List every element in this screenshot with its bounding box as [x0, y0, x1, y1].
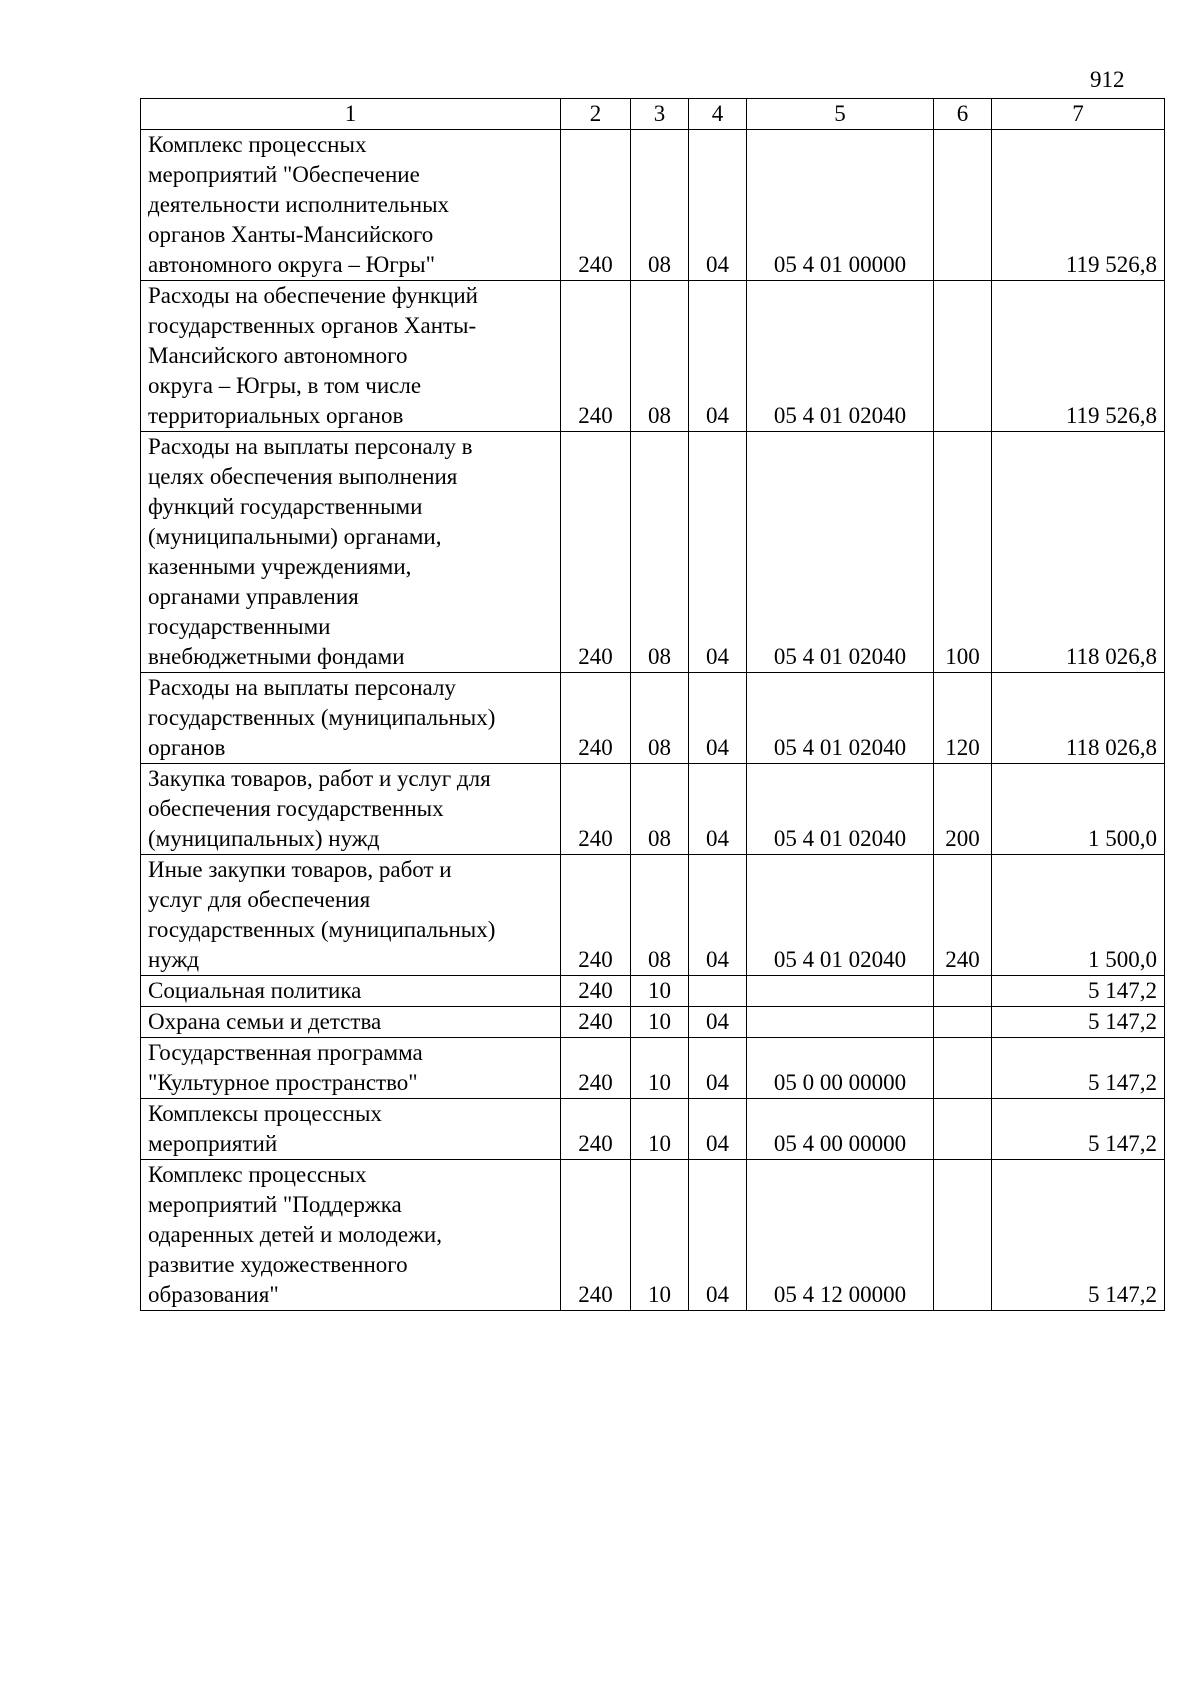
- row-name-line: Охрана семьи и детства: [148, 1009, 382, 1034]
- row-name-line: государственных (муниципальных): [148, 705, 496, 730]
- target-article-cell: [747, 976, 934, 1007]
- table-header-row: [141, 99, 1165, 130]
- target-article-cell: 05 4 12 00000: [747, 1160, 934, 1311]
- column-header: 4: [689, 99, 747, 130]
- expense-type-cell: [934, 1038, 992, 1099]
- admin-code-cell: 240: [561, 432, 631, 673]
- section-code-cell: 08: [631, 432, 689, 673]
- column-header: 2: [561, 99, 631, 130]
- row-name-cell: [141, 855, 561, 976]
- table-row: [141, 130, 1165, 281]
- row-name-line: (муниципальных) нужд: [148, 826, 380, 851]
- row-name-line: Расходы на выплаты персоналу в: [148, 434, 473, 459]
- target-article-cell: 05 0 00 00000: [747, 1038, 934, 1099]
- row-name-line: Расходы на выплаты персоналу: [148, 675, 456, 700]
- row-name-line: органов: [148, 735, 226, 760]
- admin-code-cell: 240: [561, 281, 631, 432]
- row-name-line: автономного округа – Югры": [148, 252, 436, 277]
- row-name-line: одаренных детей и молодежи,: [148, 1222, 442, 1247]
- admin-code-cell: 240: [561, 855, 631, 976]
- table-row: [141, 855, 1165, 976]
- row-name-cell: [141, 130, 561, 281]
- expense-type-cell: [934, 1160, 992, 1311]
- target-article-cell: 05 4 01 02040: [747, 855, 934, 976]
- expense-type-cell: 240: [934, 855, 992, 976]
- row-name-cell: [141, 1099, 561, 1160]
- target-article-cell: 05 4 00 00000: [747, 1099, 934, 1160]
- section-code-cell: 10: [631, 1099, 689, 1160]
- amount-cell: 1 500,0: [992, 855, 1165, 976]
- subsection-code-cell: 04: [689, 432, 747, 673]
- admin-code-cell: 240: [561, 1160, 631, 1311]
- row-name-line: мероприятий "Поддержка: [148, 1192, 402, 1217]
- row-name-line: Иные закупки товаров, работ и: [148, 857, 452, 882]
- subsection-code-cell: 04: [689, 1007, 747, 1038]
- admin-code-cell: 240: [561, 130, 631, 281]
- row-name-line: функций государственными: [148, 494, 423, 519]
- row-name-line: "Культурное пространство": [148, 1070, 418, 1095]
- row-name-cell: [141, 1007, 561, 1038]
- subsection-code-cell: 04: [689, 673, 747, 764]
- row-name-line: Социальная политика: [148, 978, 362, 1003]
- subsection-code-cell: [689, 976, 747, 1007]
- table-row: [141, 432, 1165, 673]
- column-header: 1: [141, 99, 561, 130]
- target-article-cell: 05 4 01 02040: [747, 764, 934, 855]
- row-name-line: (муниципальными) органами,: [148, 524, 442, 549]
- admin-code-cell: 240: [561, 673, 631, 764]
- target-article-cell: 05 4 01 02040: [747, 281, 934, 432]
- amount-cell: 1 500,0: [992, 764, 1165, 855]
- subsection-code-cell: 04: [689, 281, 747, 432]
- row-name-line: Мансийского автономного: [148, 343, 408, 368]
- subsection-code-cell: 04: [689, 1160, 747, 1311]
- row-name-cell: [141, 281, 561, 432]
- amount-cell: 119 526,8: [992, 281, 1165, 432]
- amount-cell: 118 026,8: [992, 432, 1165, 673]
- table-row: [141, 673, 1165, 764]
- row-name-line: Расходы на обеспечение функций: [148, 283, 478, 308]
- row-name-line: органами управления: [148, 584, 359, 609]
- amount-cell: 118 026,8: [992, 673, 1165, 764]
- row-name-line: мероприятий "Обеспечение: [148, 162, 420, 187]
- subsection-code-cell: 04: [689, 855, 747, 976]
- row-name-cell: [141, 976, 561, 1007]
- row-name-line: государственных органов Ханты-: [148, 313, 477, 338]
- row-name-line: внебюджетными фондами: [148, 644, 405, 669]
- row-name-line: казенными учреждениями,: [148, 554, 412, 579]
- row-name-line: органов Ханты-Мансийского: [148, 222, 434, 247]
- section-code-cell: 08: [631, 673, 689, 764]
- row-name-line: государственными: [148, 614, 331, 639]
- expense-type-cell: 200: [934, 764, 992, 855]
- row-name-line: Комплексы процессных: [148, 1101, 382, 1126]
- column-header: 5: [747, 99, 934, 130]
- row-name-line: округа – Югры, в том числе: [148, 373, 422, 398]
- row-name-line: территориальных органов: [148, 403, 404, 428]
- expense-type-cell: [934, 1099, 992, 1160]
- table-row: [141, 1007, 1165, 1038]
- row-name-line: Закупка товаров, работ и услуг для: [148, 766, 491, 791]
- table-row: [141, 1099, 1165, 1160]
- column-header: 7: [992, 99, 1165, 130]
- table-row: [141, 281, 1165, 432]
- expense-type-cell: [934, 1007, 992, 1038]
- amount-cell: 5 147,2: [992, 1160, 1165, 1311]
- table-row: [141, 976, 1165, 1007]
- admin-code-cell: 240: [561, 1038, 631, 1099]
- row-name-line: обеспечения государственных: [148, 796, 444, 821]
- admin-code-cell: 240: [561, 1099, 631, 1160]
- row-name-line: услуг для обеспечения: [148, 887, 371, 912]
- row-name-line: образования": [148, 1282, 279, 1307]
- section-code-cell: 10: [631, 1038, 689, 1099]
- admin-code-cell: 240: [561, 764, 631, 855]
- amount-cell: 5 147,2: [992, 1099, 1165, 1160]
- row-name-line: мероприятий: [148, 1131, 278, 1156]
- target-article-cell: 05 4 01 02040: [747, 673, 934, 764]
- row-name-line: Комплекс процессных: [148, 132, 367, 157]
- row-name-cell: [141, 764, 561, 855]
- budget-table: [140, 98, 1165, 1311]
- row-name-line: деятельности исполнительных: [148, 192, 450, 217]
- amount-cell: 5 147,2: [992, 1007, 1165, 1038]
- section-code-cell: 10: [631, 1007, 689, 1038]
- subsection-code-cell: 04: [689, 1038, 747, 1099]
- page-number: 912: [1090, 67, 1125, 92]
- expense-type-cell: [934, 281, 992, 432]
- expense-type-cell: 120: [934, 673, 992, 764]
- row-name-line: Комплекс процессных: [148, 1162, 367, 1187]
- target-article-cell: [747, 1007, 934, 1038]
- section-code-cell: 10: [631, 976, 689, 1007]
- section-code-cell: 08: [631, 764, 689, 855]
- table-row: [141, 764, 1165, 855]
- target-article-cell: 05 4 01 02040: [747, 432, 934, 673]
- section-code-cell: 08: [631, 855, 689, 976]
- expense-type-cell: [934, 130, 992, 281]
- column-header: 3: [631, 99, 689, 130]
- row-name-cell: [141, 1038, 561, 1099]
- row-name-cell: [141, 673, 561, 764]
- amount-cell: 5 147,2: [992, 1038, 1165, 1099]
- row-name-line: нужд: [148, 947, 200, 972]
- row-name-line: целях обеспечения выполнения: [148, 464, 458, 489]
- admin-code-cell: 240: [561, 1007, 631, 1038]
- subsection-code-cell: 04: [689, 130, 747, 281]
- row-name-cell: [141, 432, 561, 673]
- subsection-code-cell: 04: [689, 1099, 747, 1160]
- expense-type-cell: [934, 976, 992, 1007]
- target-article-cell: 05 4 01 00000: [747, 130, 934, 281]
- row-name-line: Государственная программа: [148, 1040, 423, 1065]
- column-header: 6: [934, 99, 992, 130]
- admin-code-cell: 240: [561, 976, 631, 1007]
- section-code-cell: 08: [631, 130, 689, 281]
- amount-cell: 119 526,8: [992, 130, 1165, 281]
- table-row: [141, 1160, 1165, 1311]
- subsection-code-cell: 04: [689, 764, 747, 855]
- section-code-cell: 10: [631, 1160, 689, 1311]
- section-code-cell: 08: [631, 281, 689, 432]
- expense-type-cell: 100: [934, 432, 992, 673]
- row-name-line: развитие художественного: [148, 1252, 408, 1277]
- amount-cell: 5 147,2: [992, 976, 1165, 1007]
- row-name-line: государственных (муниципальных): [148, 917, 496, 942]
- table-row: [141, 1038, 1165, 1099]
- row-name-cell: [141, 1160, 561, 1311]
